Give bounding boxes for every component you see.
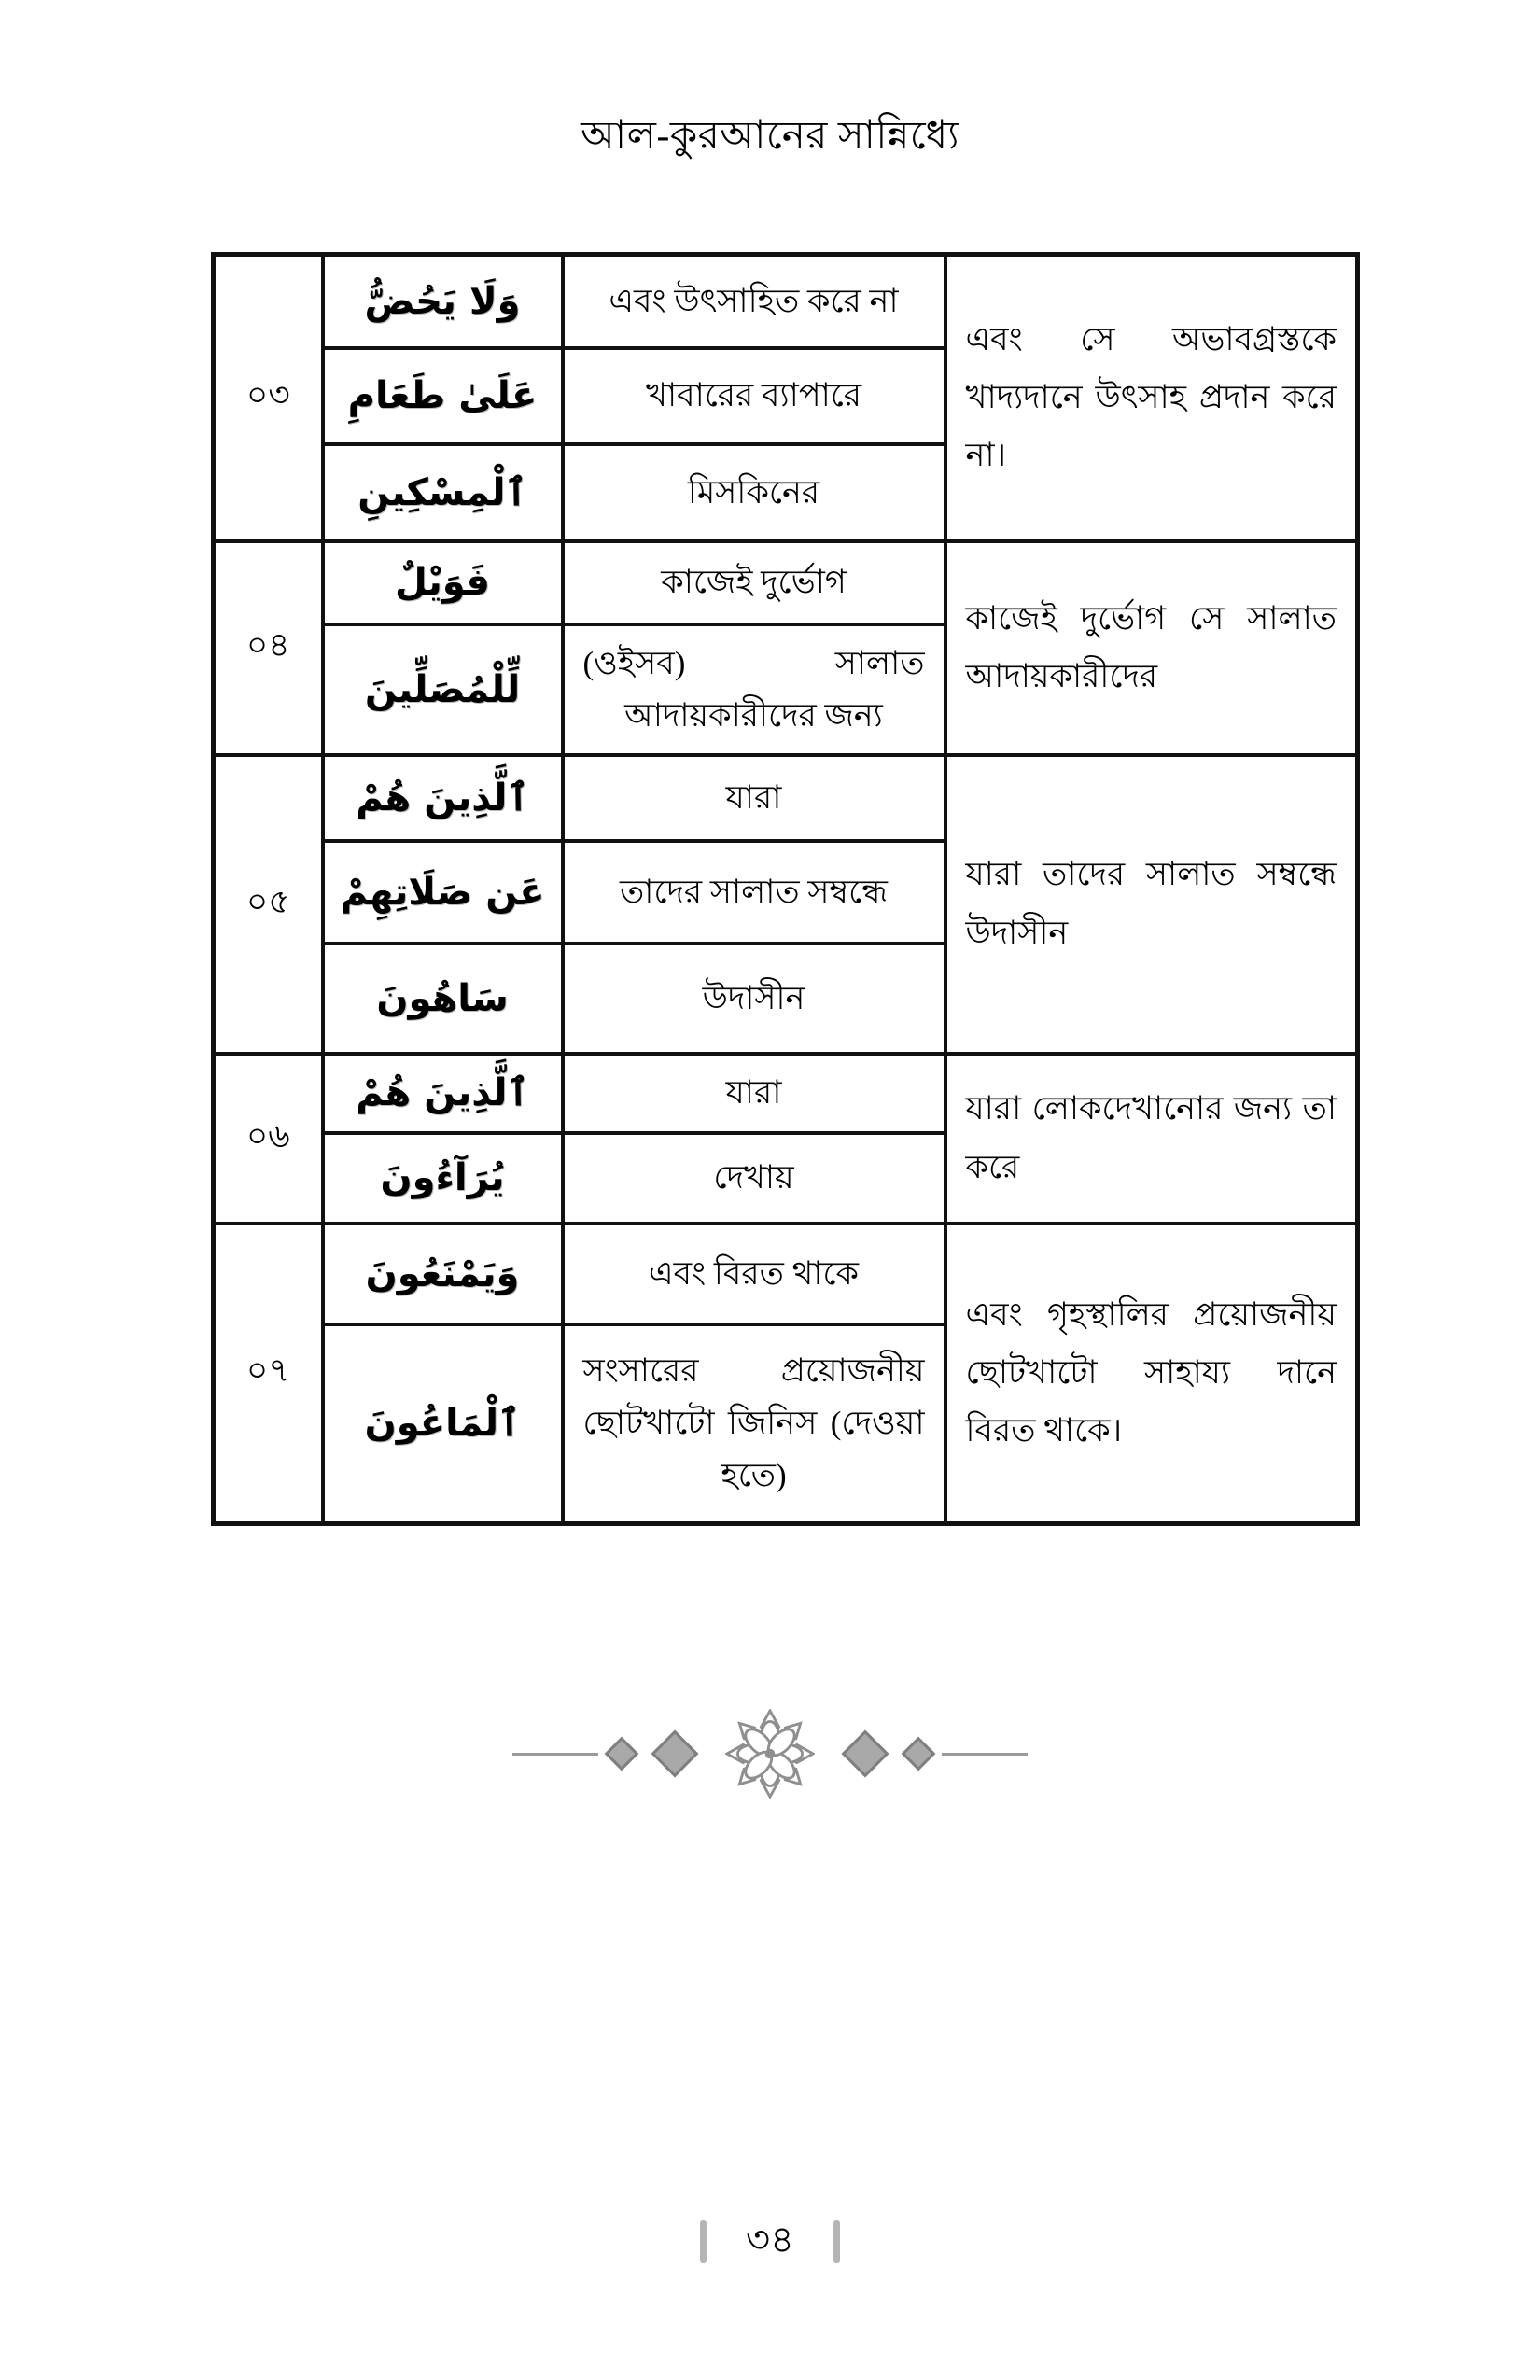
- table-row: [214, 541, 1358, 624]
- diamond-icon: [605, 1737, 639, 1771]
- word-meaning: যারা: [563, 755, 945, 841]
- arabic-phrase: ٱلَّذِينَ هُمْ: [323, 1054, 563, 1133]
- diamond-icon: [651, 1730, 699, 1778]
- verse-translation: যারা তাদের সালাত সম্বন্ধে উদাসীন: [945, 755, 1358, 1054]
- page-footer: [0, 2210, 1540, 2273]
- word-meaning: মিসকিনের: [563, 444, 945, 541]
- word-meaning: উদাসীন: [563, 944, 945, 1054]
- table-row: [214, 1054, 1358, 1133]
- page-title: আল-কুরআনের সান্নিধ্যে: [581, 115, 959, 158]
- diamond-icon: [902, 1737, 936, 1771]
- arabic-phrase: سَاهُونَ: [323, 944, 563, 1054]
- arabic-phrase: ٱلْمِسْكِينِ: [323, 444, 563, 541]
- word-meaning: খাবারের ব্যাপারে: [563, 348, 945, 444]
- verse-translation: যারা লোকদেখানোর জন্য তা করে: [945, 1054, 1358, 1224]
- arabic-phrase: عَن صَلَاتِهِمْ: [323, 841, 563, 944]
- verse-translation: এবং সে অভাবগ্রস্তকে খাদ্যদানে উৎসাহ প্রদান করে না।: [945, 255, 1358, 541]
- rosette-icon: [725, 1709, 815, 1799]
- diamond-icon: [842, 1730, 889, 1778]
- arabic-phrase: وَيَمْنَعُونَ: [323, 1224, 563, 1324]
- verse-number: ০৪: [214, 541, 323, 755]
- verse-translation: কাজেই দুর্ভোগ সে সালাত আদায়কারীদের: [945, 541, 1358, 755]
- arabic-phrase: ٱلَّذِينَ هُمْ: [323, 755, 563, 841]
- verse-translation: এবং গৃহস্থালির প্রয়োজনীয় ছোটখাটো সাহায্য দানে বিরত থাকে।: [945, 1224, 1358, 1524]
- word-meaning: সংসারের প্রয়োজনীয় ছোটখাটো জিনিস (দেওয়া হতে): [563, 1324, 945, 1524]
- word-meaning: যারা: [563, 1054, 945, 1133]
- divider-rule: [942, 1753, 1028, 1756]
- footer-bar-icon: [700, 2220, 707, 2263]
- word-meaning: কাজেই দুর্ভোগ: [563, 541, 945, 624]
- footer-bar-icon: [833, 2220, 840, 2263]
- verse-number: ০৩: [214, 255, 323, 541]
- word-meaning: এবং উৎসাহিত করে না: [563, 255, 945, 348]
- word-meaning: এবং বিরত থাকে: [563, 1224, 945, 1324]
- verse-number: ০৬: [214, 1054, 323, 1224]
- table-row: [214, 1224, 1358, 1324]
- word-meaning: তাদের সালাত সম্বন্ধে: [563, 841, 945, 944]
- arabic-phrase: وَلَا يَحُضُّ: [323, 255, 563, 348]
- verse-number: ০৫: [214, 755, 323, 1054]
- vocabulary-table: [211, 252, 1360, 1526]
- word-meaning: দেখায়: [563, 1133, 945, 1224]
- page-number: ৩৪: [746, 2219, 794, 2261]
- divider-rule: [512, 1753, 598, 1756]
- arabic-phrase: ٱلْمَاعُونَ: [323, 1324, 563, 1524]
- table-row: [214, 255, 1358, 348]
- arabic-phrase: فَوَيْلٌ: [323, 541, 563, 624]
- arabic-phrase: لِّلْمُصَلِّينَ: [323, 624, 563, 755]
- verse-number: ০৭: [214, 1224, 323, 1524]
- word-meaning: (ওইসব) সালাত আদায়কারীদের জন্য: [563, 624, 945, 755]
- table-row: [214, 755, 1358, 841]
- arabic-phrase: عَلَىٰ طَعَامِ: [323, 348, 563, 444]
- section-divider: [0, 1702, 1540, 1805]
- arabic-phrase: يُرَآءُونَ: [323, 1133, 563, 1224]
